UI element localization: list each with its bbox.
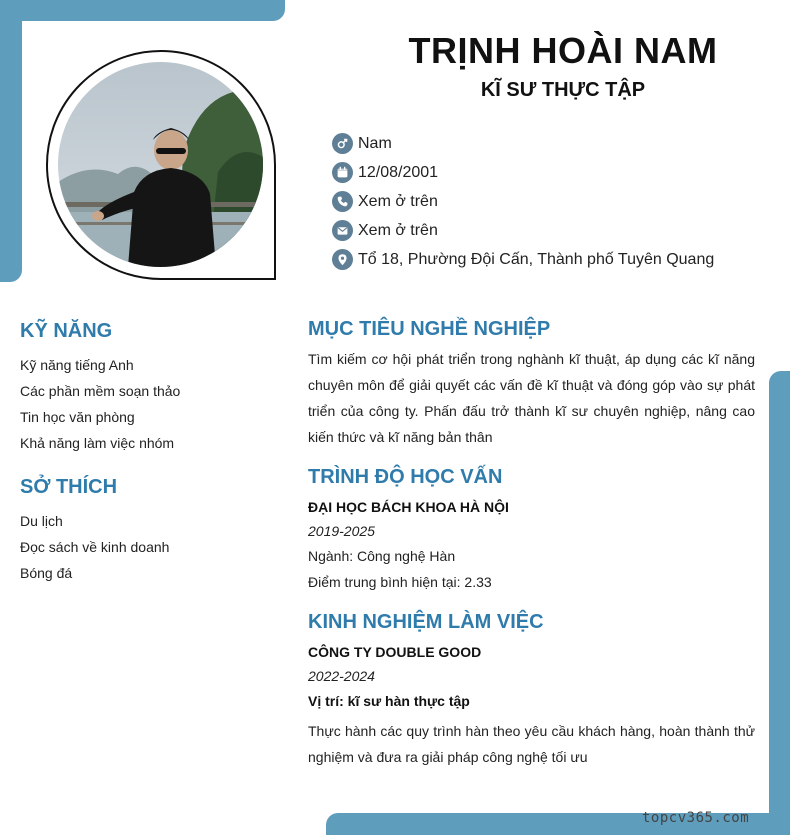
objective-title: MỤC TIÊU NGHỀ NGHIỆP: [308, 318, 551, 340]
hobbies-title: SỞ THÍCH: [20, 476, 118, 498]
education-title: TRÌNH ĐỘ HỌC VẤN: [308, 466, 503, 488]
experience-description: Thực hành các quy trình hàn theo yêu cầu khách hàng, hoàn thành thử nghiệm và đưa ra giải pháp công nghệ tối ưu: [308, 723, 755, 765]
right-column: [308, 316, 755, 770]
personal-info-list: [332, 129, 714, 274]
decor-bar-top: [0, 0, 285, 21]
skills-list: [20, 352, 290, 456]
education-period: 2019-2025: [308, 523, 375, 539]
experience-title: KINH NGHIỆM LÀM VIỆC: [308, 611, 544, 633]
school-name: ĐẠI HỌC BÁCH KHOA HÀ NỘI: [308, 499, 509, 515]
company-name: CÔNG TY DOUBLE GOOD: [308, 644, 482, 660]
info-address: [332, 245, 714, 274]
info-phone-text: Xem ở trên: [358, 192, 438, 210]
skill-item: Tin học văn phòng: [20, 409, 135, 425]
info-email: [332, 216, 714, 245]
experience-position: Vị trí: kĩ sư hàn thực tập: [308, 693, 470, 709]
skill-item: Kỹ năng tiếng Anh: [20, 357, 134, 373]
decor-bar-right: [769, 371, 790, 835]
email-icon: [332, 220, 353, 241]
candidate-name: TRỊNH HOÀI NAM: [408, 30, 718, 71]
info-phone: [332, 187, 714, 216]
education-gpa: Điểm trung bình hiện tại: 2.33: [308, 574, 492, 590]
skills-title: KỸ NĂNG: [20, 320, 113, 342]
skill-item: Các phần mềm soạn thảo: [20, 383, 181, 399]
objective-text: Tìm kiếm cơ hội phát triển trong nghành kĩ thuật, áp dụng các kĩ năng chuyên môn để giải quyết các vấn đề kĩ thuật và đóng góp vào sự phát triển của công ty. Phấn đấu trở thành kĩ sư chuyên nghiệp, nâng cao kiến thức và kĩ năng bản thân: [308, 351, 755, 445]
education-major: Ngành: Công nghệ Hàn: [308, 548, 456, 564]
location-icon: [332, 249, 353, 270]
hobby-item: Đọc sách về kinh doanh: [20, 539, 170, 555]
info-birthday-text: 12/08/2001: [358, 163, 439, 181]
info-address-text: Tổ 18, Phường Đội Cấn, Thành phố Tuyên Quang: [358, 250, 715, 268]
hobby-item: Bóng đá: [20, 565, 73, 581]
watermark: topcv365.com: [642, 810, 750, 826]
profile-photo: [58, 62, 263, 267]
gender-icon: [332, 133, 353, 154]
job-title: KĨ SƯ THỰC TẬP: [480, 79, 646, 101]
calendar-icon: [332, 162, 353, 183]
left-column: [20, 318, 290, 586]
info-gender: [332, 129, 714, 158]
phone-icon: [332, 191, 353, 212]
hobbies-list: [20, 508, 290, 586]
experience-period: 2022-2024: [308, 668, 375, 684]
info-gender-text: Nam: [358, 134, 392, 152]
info-email-text: Xem ở trên: [358, 221, 438, 239]
skill-item: Khả năng làm việc nhóm: [20, 435, 175, 451]
decor-bar-left: [0, 0, 22, 282]
hobby-item: Du lịch: [20, 513, 63, 529]
info-birthday: [332, 158, 714, 187]
